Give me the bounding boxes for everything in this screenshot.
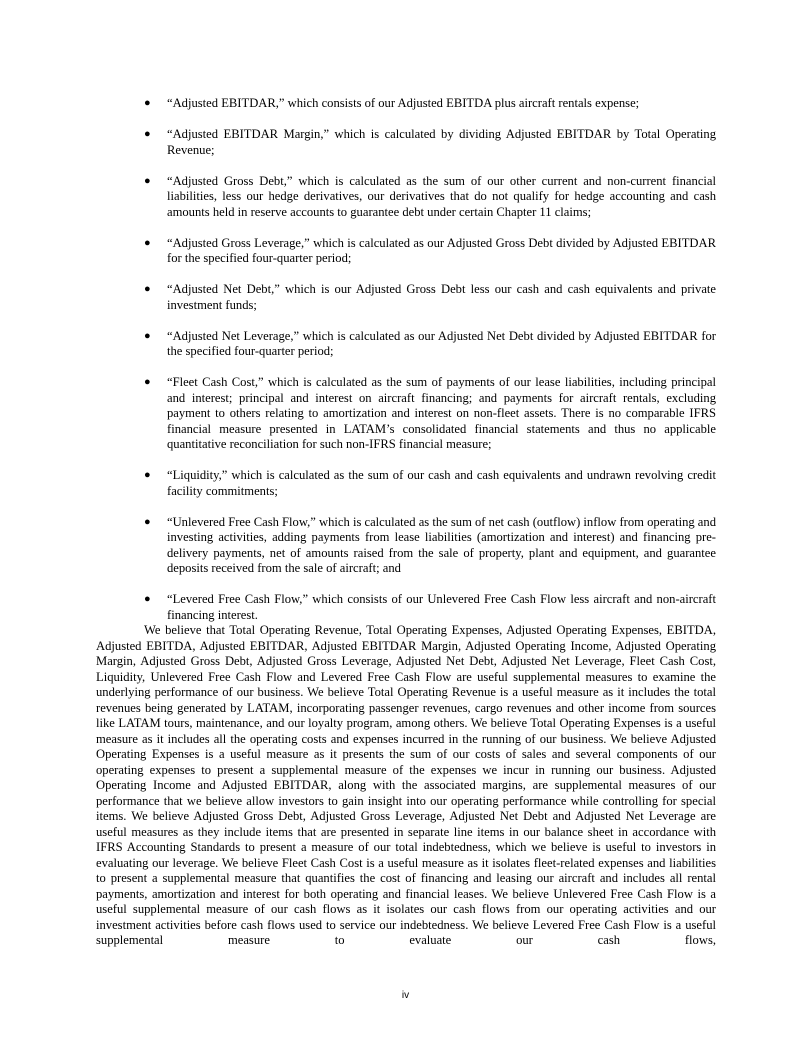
list-item bbox=[96, 96, 716, 112]
document-page bbox=[96, 96, 716, 949]
bullet-icon: ● bbox=[144, 236, 151, 249]
list-item bbox=[96, 174, 716, 221]
list-item-text: “Adjusted EBITDAR,” which consists of our Adjusted EBITDA plus aircraft rentals expense; bbox=[167, 96, 640, 110]
list-item-text: “Adjusted Gross Leverage,” which is calculated as our Adjusted Gross Debt divided by Adjusted EBITDAR for the specified four-quarter period; bbox=[167, 235, 716, 265]
body-paragraph: We believe that Total Operating Revenue, Total Operating Expenses, Adjusted Operating Expenses, EBITDA, Adjusted EBITDA, Adjusted EBITDAR, Adjusted EBITDAR Margin, Adjusted Operating Income, Adjusted Operating Margin, Adjusted Gross Debt, Adjusted Gross Leverage, Adjusted Net Debt, Adjusted Net Leverage, Fleet Cash Cost, Liquidity, Unlevered Free Cash Flow and Levered Free Cash Flow are useful supplemental measures to examine the underlying performance of our business. We believe Total Operating Revenue is a useful measure as it includes the total revenues being generated by LATAM, incorporating passenger revenues, cargo revenues and other income from sources like LATAM tours, maintenance, and our loyalty program, among others. We believe Total Operating Expenses is a useful measure as it includes all the operating costs and expenses incurred in the running of our business. We believe Adjusted Operating Expenses is a useful measure as it presents the sum of our costs of sales and several components of our operating expenses to present a supplemental measure of the expenses we incur in running our business. Adjusted Operating Income and Adjusted EBITDAR, along with the associated margins, are supplemental measures of our performance that we believe allow investors to gain insight into our operating performance while controlling for special items. We believe Adjusted Gross Debt, Adjusted Gross Leverage, Adjusted Net Debt and Adjusted Net Leverage are useful measures as they include items that are presented in separate line items in our balance sheet in accordance with IFRS Accounting Standards to present a measure of our total indebtedness, which we believe is useful to investors in evaluating our leverage. We believe Fleet Cash Cost is a useful measure as it isolates fleet-related expenses and liabilities to present a supplemental measure that quantifies the cost of financing and leasing our aircraft and includes all rental payments, amortization and interest for both operating and financial leases. We believe Unlevered Free Cash Flow is a useful supplemental measure of our cash flows as it isolates our cash flows from our operating activities and our investment activities before cash flows used to service our indebtedness. We believe Levered Free Cash Flow is a useful supplemental measure to evaluate our cash flows, bbox=[96, 623, 716, 947]
list-item bbox=[96, 468, 716, 499]
list-item bbox=[96, 282, 716, 313]
bullet-icon: ● bbox=[144, 128, 151, 140]
definitions-list bbox=[96, 96, 716, 623]
page-number: iv bbox=[401, 990, 410, 1001]
list-item bbox=[96, 236, 716, 267]
bullet-icon: ● bbox=[144, 97, 151, 109]
list-item-text: “Liquidity,” which is calculated as the sum of our cash and cash equivalents and undrawn revolving credit facility commitments; bbox=[167, 468, 716, 498]
bullet-icon: ● bbox=[144, 329, 151, 342]
list-item-text: “Adjusted Net Debt,” which is our Adjusted Gross Debt less our cash and cash equivalents and private investment funds; bbox=[167, 282, 716, 312]
list-item-text: “Adjusted EBITDAR Margin,” which is calculated by dividing Adjusted EBITDAR by Total Operating Revenue; bbox=[167, 127, 716, 157]
bullet-icon: ● bbox=[144, 376, 151, 388]
list-item-text: “Fleet Cash Cost,” which is calculated as the sum of payments of our lease liabilities, including principal and interest; principal and interest on aircraft financing; and payments for aircraft rentals, excluding payment to others relating to amortization and interest on non-fleet assets. There is no comparable IFRS financial measure presented in LATAM’s consolidated financial statements and thus no applicable quantitative reconciliation for such non-IFRS financial measure; bbox=[167, 375, 716, 451]
list-item-text: “Levered Free Cash Flow,” which consists of our Unlevered Free Cash Flow less aircraft and non-aircraft financing interest. bbox=[167, 592, 716, 622]
list-item bbox=[96, 515, 716, 577]
bullet-icon: ● bbox=[144, 469, 151, 481]
list-item-text: “Unlevered Free Cash Flow,” which is calculated as the sum of net cash (outflow) inflow from operating and investing activities, adding payments from lease liabilities (amortization and interest) and financing pre-delivery payments, net of amounts raised from the sale of property, plant and equipment, and guarantee deposits received from the sale of aircraft; and bbox=[167, 514, 716, 575]
bullet-icon: ● bbox=[144, 174, 151, 187]
bullet-icon: ● bbox=[144, 283, 151, 295]
list-item bbox=[96, 329, 716, 360]
list-item bbox=[96, 375, 716, 453]
list-item bbox=[96, 127, 716, 158]
list-item-text: “Adjusted Net Leverage,” which is calculated as our Adjusted Net Debt divided by Adjusted EBITDAR for the specified four-quarter period; bbox=[167, 328, 716, 358]
bullet-icon: ● bbox=[144, 515, 151, 528]
list-item-text: “Adjusted Gross Debt,” which is calculated as the sum of our other current and non-current financial liabilities, less our hedge derivatives, our derivatives that do not qualify for hedge accounting and cash amounts held in reserve accounts to guarantee debt under certain Chapter 11 claims; bbox=[167, 173, 716, 219]
list-item bbox=[96, 592, 716, 623]
bullet-icon: ● bbox=[144, 593, 151, 605]
